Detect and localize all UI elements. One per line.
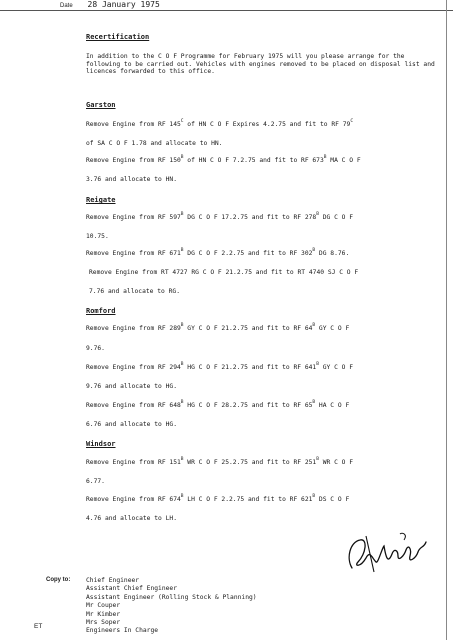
recipient: Mr Couper	[86, 602, 121, 610]
instruction-line: Remove Engine from RF $151^B$ WR C O F 25.2.75 and fit to RF $251^B$ WR C O F	[86, 457, 354, 466]
intro-paragraph: In addition to the C O F Programme for February 1975 will you please arrange for the following to be carried out. Vehicles with engines removed to be placed on disposal list and licences forwarded to this office.	[86, 53, 435, 76]
section-garston: Garston	[86, 101, 116, 109]
date-row	[60, 0, 160, 9]
copy-to-list	[86, 577, 257, 636]
section-windsor: Windsor	[86, 440, 116, 448]
instruction-line: of SA C O F 1.78 and allocate to HN.	[86, 140, 223, 147]
instruction-line: 6.77.	[86, 478, 105, 485]
instruction-line: Remove Engine from RF $150^B$ of HN C O F 7.2.75 and fit to RF $673^B$ MA C O F	[86, 155, 361, 164]
copy-to-label: Copy to:	[46, 577, 71, 583]
instruction-line: Remove Engine from RF $289^B$ GY C O F 21.2.75 and fit to RF $64^B$ GY C O F	[86, 323, 350, 332]
typist-initials: ET	[34, 623, 43, 630]
instruction-line: 9.76.	[86, 345, 105, 352]
section-romford: Romford	[86, 307, 116, 315]
instruction-line: Remove Engine from RF $145^C$ of HN C O F Expires 4.2.75 and fit to RF $79^C$	[86, 119, 354, 128]
top-rule	[0, 10, 453, 11]
recipient: Chief Engineer	[86, 577, 140, 584]
instruction-line: 3.76 and allocate to HN.	[86, 176, 177, 183]
instruction-line: 7.76 and allocate to RG.	[89, 288, 180, 295]
recipient: Assistant Chief Engineer	[86, 585, 177, 593]
signature-icon	[338, 528, 438, 578]
date-value: 28 January 1975	[87, 0, 160, 9]
instruction-line: Remove Engine from RT 4727 RG C O F 21.2.75 and fit to RT 4740 SJ C O F	[89, 269, 359, 276]
recipient: Assistant Engineer (Rolling Stock & Planning)	[86, 593, 257, 601]
instruction-line: 4.76 and allocate to LH.	[86, 515, 177, 522]
section-reigate: Reigate	[86, 196, 116, 204]
instruction-line: Remove Engine from RF $674^B$ LH C O F 2.2.75 and fit to RF $621^B$ DS C O F	[86, 494, 350, 503]
instruction-line: Remove Engine from RF $648^B$ HG C O F 28.2.75 and fit to RF $65^B$ HA C O F	[86, 400, 350, 409]
instruction-line: 10.75.	[86, 233, 109, 240]
date-label: Date	[60, 3, 73, 9]
memo-title: Recertification	[86, 33, 150, 41]
instruction-line: 6.76 and allocate to HG.	[86, 421, 177, 428]
recipient: Mrs Soper	[86, 619, 121, 627]
recipient: Engineers In Charge	[86, 627, 159, 635]
instruction-line: Remove Engine from RF $671^B$ DG C O F 2.2.75 and fit to RF $302^B$ DG 8.76.	[86, 248, 350, 257]
instruction-line: 9.76 and allocate to HG.	[86, 383, 177, 390]
recipient: Mr Kimber	[86, 610, 121, 618]
instruction-line: Remove Engine from RF $294^B$ HG C O F 21.2.75 and fit to RF $641^B$ GY C O F	[86, 362, 354, 371]
instruction-line: Remove Engine from RF $597^B$ DG C O F 17.2.75 and fit to RF $278^B$ DG C O F	[86, 212, 354, 221]
right-edge	[446, 0, 447, 640]
